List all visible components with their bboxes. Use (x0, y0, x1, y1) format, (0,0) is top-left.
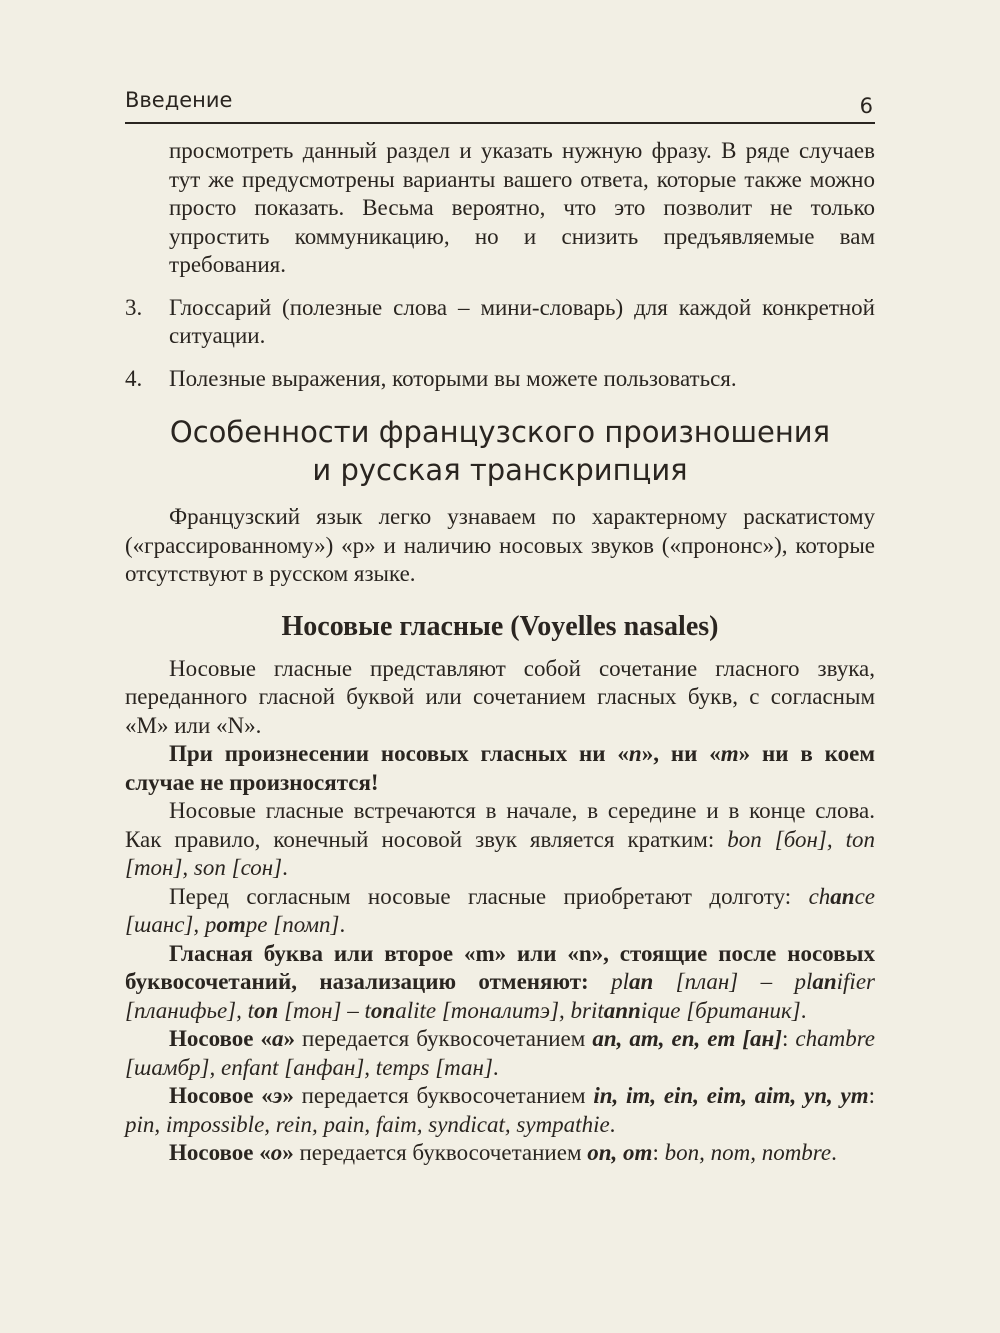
example-highlight: on (370, 997, 396, 1023)
example-part: ch (808, 883, 831, 909)
example-part: alite [тоналитэ], (395, 997, 571, 1023)
text-run-bold: » (282, 1140, 300, 1165)
paragraph-denasalization (125, 940, 875, 1026)
example-part: pe [помп] (245, 912, 340, 937)
example-part: ique [британик] (640, 997, 801, 1023)
example-part: t (364, 997, 371, 1023)
vowel-highlight: э (272, 1083, 283, 1108)
paragraph-nasal-length (125, 883, 875, 940)
page-content (125, 137, 875, 1168)
example-highlight: an (628, 969, 654, 994)
text-run: : (781, 1026, 789, 1051)
text-run: . (800, 997, 807, 1023)
letter-n: n (628, 741, 642, 766)
text-run: Перед согласным носовые гласные приобретают долготу: (169, 883, 809, 909)
running-header (125, 84, 875, 124)
example-part: brit (570, 997, 604, 1023)
text-run: : (868, 1083, 876, 1108)
letter-combinations: an, am, en, em [ан] (592, 1026, 782, 1051)
example-highlight: an (812, 969, 837, 994)
example-part: ce [шанс], (125, 883, 875, 937)
text-run: При произнесении носовых гласных ни « (169, 741, 629, 766)
example-highlight: an (830, 883, 855, 909)
list-item-4 (125, 365, 875, 394)
section-intro: Французский язык легко узнаваем по характерному раскатистому («грассированному») «р» и наличию носовых звуков («прононс»), которые отсутствуют в русском языке. (125, 504, 875, 586)
vowel-highlight: а (272, 1026, 284, 1051)
list-number: 4. (125, 365, 143, 391)
text-run: », ни « (641, 741, 721, 766)
text-run-bold: Носовое « (169, 1083, 273, 1108)
section-heading-line-1: Особенности французского произношения (169, 415, 831, 449)
example-part: p (204, 912, 217, 937)
section-heading-line-2: и русская транскрипция (312, 453, 688, 487)
example-part: pl (794, 969, 813, 994)
text-run-bold: » (282, 1083, 302, 1108)
paragraph-nasal-e (125, 1082, 875, 1139)
paragraph-nasal-o (125, 1139, 875, 1168)
intro-continuation: просмотреть данный раздел и указать нужную фразу. В ряде случаев тут же предусмотрены варианты вашего ответа, которые также можно просто показать. Весьма вероятно, что это позволит не только упростить коммуникацию, но и снизить предъявляемые вам требования. (169, 138, 875, 277)
example-part: t (247, 997, 255, 1023)
list-text: Глоссарий (полезные слова – мини-словарь) для каждой конкретной ситуации. (169, 294, 875, 348)
vowel-highlight: о (270, 1140, 283, 1165)
example-highlight: om (216, 912, 246, 937)
text-run: . (831, 1140, 837, 1165)
text-run-bold: Носовое « (169, 1140, 271, 1165)
text-run: передается буквосочетанием (301, 1083, 594, 1108)
example-part: [план] – (653, 969, 795, 994)
example-part: ifier [планифье], (125, 969, 875, 1023)
example-part: [тон] – (278, 997, 365, 1023)
examples: pin, impossible, rein, pain, faim, syndicat, sympathie (125, 1111, 610, 1137)
text-run: . (609, 1111, 616, 1137)
paragraph-nasal-position (125, 797, 875, 883)
letter-m: m (720, 741, 739, 766)
text-run: » ни в коем случае не произносятся! (125, 741, 875, 795)
letter-combinations: in, im, ein, eim, aim, yn, ym (593, 1083, 869, 1108)
text-run-bold: » (283, 1026, 303, 1051)
text-run: Носовые гласные встречаются в начале, в середине и в конце слова. Как правило, конечный носовой звук является кратким: (125, 798, 875, 852)
text-run: . (282, 855, 288, 880)
section-heading (125, 413, 875, 489)
paragraph-nasal-warning (125, 740, 875, 797)
text-run-bold: Носовое « (169, 1026, 273, 1051)
examples: chambre [шамбр], enfant [анфан], temps [тан] (125, 1026, 876, 1080)
examples: bon, nom, nombre (658, 1140, 832, 1165)
example-highlight: ann (603, 997, 641, 1023)
example-part: pl (611, 969, 629, 994)
header-section-title: Введение (125, 88, 233, 112)
list-text: Полезные выражения, которыми вы можете пользоваться. (169, 365, 737, 391)
text-run: : (652, 1140, 659, 1165)
paragraph-nasal-definition: Носовые гласные представляют собой сочетание гласного звука, переданного гласной буквой или сочетанием гласных букв, с согласным «M» или «N». (125, 655, 875, 738)
page-number: 6 (859, 94, 873, 118)
text-run-bold: Гласная буква или второе «m» или «n», стоящие после носовых буквосочетаний, назализацию отменяют: (125, 940, 875, 994)
text-run: передается буквосочетанием (302, 1026, 593, 1051)
list-item-3 (125, 294, 875, 351)
subheading: Носовые гласные (Voyelles nasales) (281, 610, 719, 642)
text-run: передается буквосочетанием (299, 1140, 588, 1165)
text-run: . (339, 912, 346, 937)
text-run: . (492, 1054, 499, 1080)
examples: bon [бон], ton [тон], son [сон] (125, 826, 875, 880)
letter-combinations: on, om (587, 1140, 653, 1165)
list-number: 3. (125, 294, 143, 320)
example-highlight: on (254, 997, 279, 1023)
paragraph-nasal-a (125, 1025, 875, 1082)
